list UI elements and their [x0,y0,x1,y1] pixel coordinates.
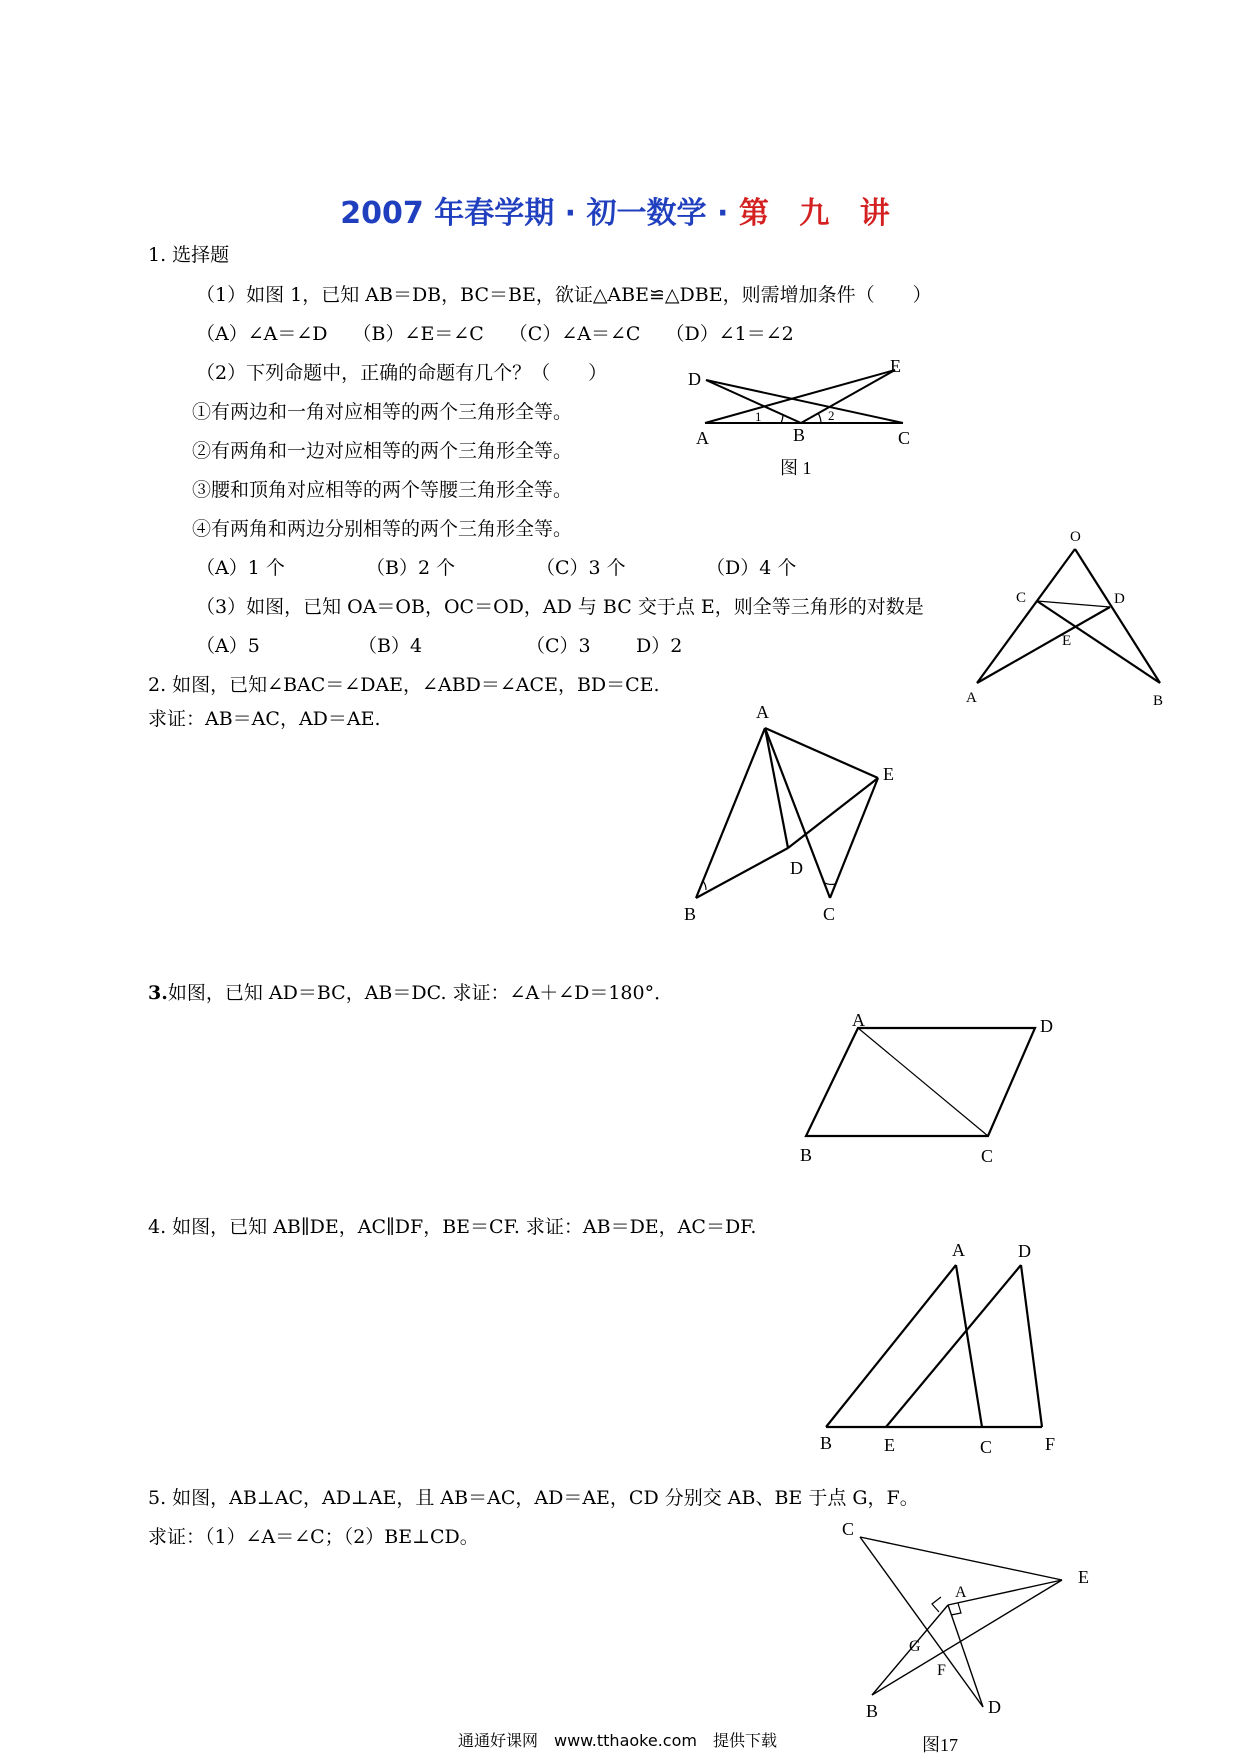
point-label-a: A [696,428,709,448]
point-label-d: D [790,858,803,878]
segment-df [1021,1265,1042,1427]
point-label-b: B [800,1145,813,1165]
point-label-c: C [1016,590,1027,606]
figure-oab [950,525,1180,709]
point-label-d: D [988,1697,1001,1717]
point-label-e: E [884,1435,895,1455]
q1-sub3-option: （A）5 [196,635,260,657]
q1-sub3-option: D）2 [636,635,683,657]
point-label-g: G [909,1638,921,1655]
q1-sub2-option: （C）3 个 [536,557,626,579]
q2-statement: 2. 如图，已知∠BAC＝∠DAE，∠ABD＝∠ACE，BD＝CE. [148,674,660,696]
point-label-a: A [966,690,977,706]
segment-ac [956,1265,982,1427]
angle-b-arc [703,881,706,890]
segment-ce [860,1537,1062,1580]
title-lecture: 第 九 讲 [738,196,900,231]
segment-cd [1037,601,1110,607]
point-label-a: A [952,1240,965,1260]
point-label-o: O [1070,529,1081,545]
point-label-b: B [1153,693,1164,709]
segment-ab [826,1265,956,1427]
q1-sub2-option: （A）1 个 [196,557,285,579]
figure-17 [830,1515,1100,1754]
q2-prove: 求证：AB＝AC，AD＝AE. [148,708,381,730]
point-label-d: D [1018,1241,1031,1261]
segment-de [886,1265,1021,1427]
segment-be [801,370,895,423]
segment-cd [860,1537,983,1707]
point-label-a: A [756,702,769,722]
q1-sub2-option: （D）4 个 [706,557,797,579]
point-label-d: D [688,369,701,389]
q1-sub3-option: （B）4 [358,635,423,657]
segment-bd [696,848,788,898]
segment-ad [977,607,1110,683]
point-label-c: C [981,1146,994,1166]
footer-credit: 通通好课网 www.tthaoke.com 提供下载 [458,1731,777,1750]
page-title [0,188,1240,232]
point-label-b: B [793,425,806,445]
segment-ad [948,1605,983,1707]
q1-sub3-stem: （3）如图，已知 OA＝OB，OC＝OD，AD 与 BC 交于点 E，则全等三角形的对数是 [196,596,924,618]
point-label-d: D [1114,591,1125,607]
q1-sub2-item: ①有两边和一角对应相等的两个三角形全等。 [192,401,573,423]
point-label-c: C [842,1519,855,1539]
q1-sub2-option: （B）2 个 [366,557,456,579]
point-label-a: A [852,1010,865,1030]
segment-cb [860,1537,862,1675]
point-label-b: B [820,1433,833,1453]
q5-statement: 5. 如图，AB⊥AC，AD⊥AE，且 AB＝AC，AD＝AE，CD 分别交 AB、BE 于点 G，F。 [148,1487,919,1509]
segment-ad [765,728,788,848]
diagonal-ac [858,1028,988,1136]
parallelogram-abcd [806,1028,1035,1136]
figure-caption: 图17 [922,1735,958,1754]
point-label-b: B [866,1701,879,1721]
angle-2-arc [818,413,821,423]
segment-ab [696,728,765,898]
figure-1 [680,356,920,485]
q3-statement [148,981,673,1005]
angle-label-1: 1 [755,409,762,424]
q1-sub2-stem: （2）下列命题中，正确的命题有几个？（ ） [196,362,608,384]
figure-q2 [670,700,920,930]
q4-statement: 4. 如图，已知 AB∥DE，AC∥DF，BE＝CF. 求证：AB＝DE，AC＝DF. [148,1216,757,1238]
right-angle-mark-dae [951,1603,961,1615]
segment-dc [706,380,903,423]
point-label-e: E [1078,1567,1089,1587]
point-label-c: C [898,428,911,448]
point-label-a: A [955,1584,967,1601]
q1-sub1-options: （A）∠A＝∠D （B）∠E＝∠C （C）∠A＝∠C （D）∠1＝∠2 [196,323,794,345]
figure-q3 [780,1005,1080,1175]
point-label-e: E [883,764,894,784]
q3-number: 3. [148,982,168,1004]
angle-label-2: 2 [828,408,835,423]
q1-heading: 1. 选择题 [148,244,230,266]
figure-caption: 图 1 [780,458,812,478]
q1-sub3-option: （C）3 [526,635,591,657]
point-label-d: D [1040,1016,1053,1036]
angle-1-arc [781,415,783,423]
point-label-f: F [937,1662,946,1679]
figure-q4 [800,1235,1080,1470]
point-label-c: C [980,1437,993,1457]
right-angle-mark-bac [932,1597,941,1612]
point-label-f: F [1045,1434,1056,1454]
segment-ob [1075,549,1160,683]
q1-sub2-item: ③腰和顶角对应相等的两个等腰三角形全等。 [192,479,573,501]
segment-be [872,1580,1062,1695]
title-main: 2007 年春学期 · 初一数学 · [340,196,739,231]
point-label-b: B [684,904,697,924]
q1-sub2-item: ②有两角和一边对应相等的两个三角形全等。 [192,440,573,462]
q1-sub2-item: ④有两角和两边分别相等的两个三角形全等。 [192,518,573,540]
point-label-e: E [890,356,901,376]
q5-prove: 求证：（1）∠A＝∠C；（2）BE⊥CD。 [148,1526,479,1548]
point-label-e: E [1062,633,1072,649]
point-label-c: C [823,904,836,924]
q3-text: 如图，已知 AD＝BC，AB＝DC. 求证：∠A＋∠D＝180°． [167,982,674,1004]
q1-sub1-stem: （1）如图 1，已知 AB＝DB，BC＝BE，欲证△ABE≌△DBE，则需增加条件（ ） [196,284,932,306]
segment-db [706,380,801,423]
